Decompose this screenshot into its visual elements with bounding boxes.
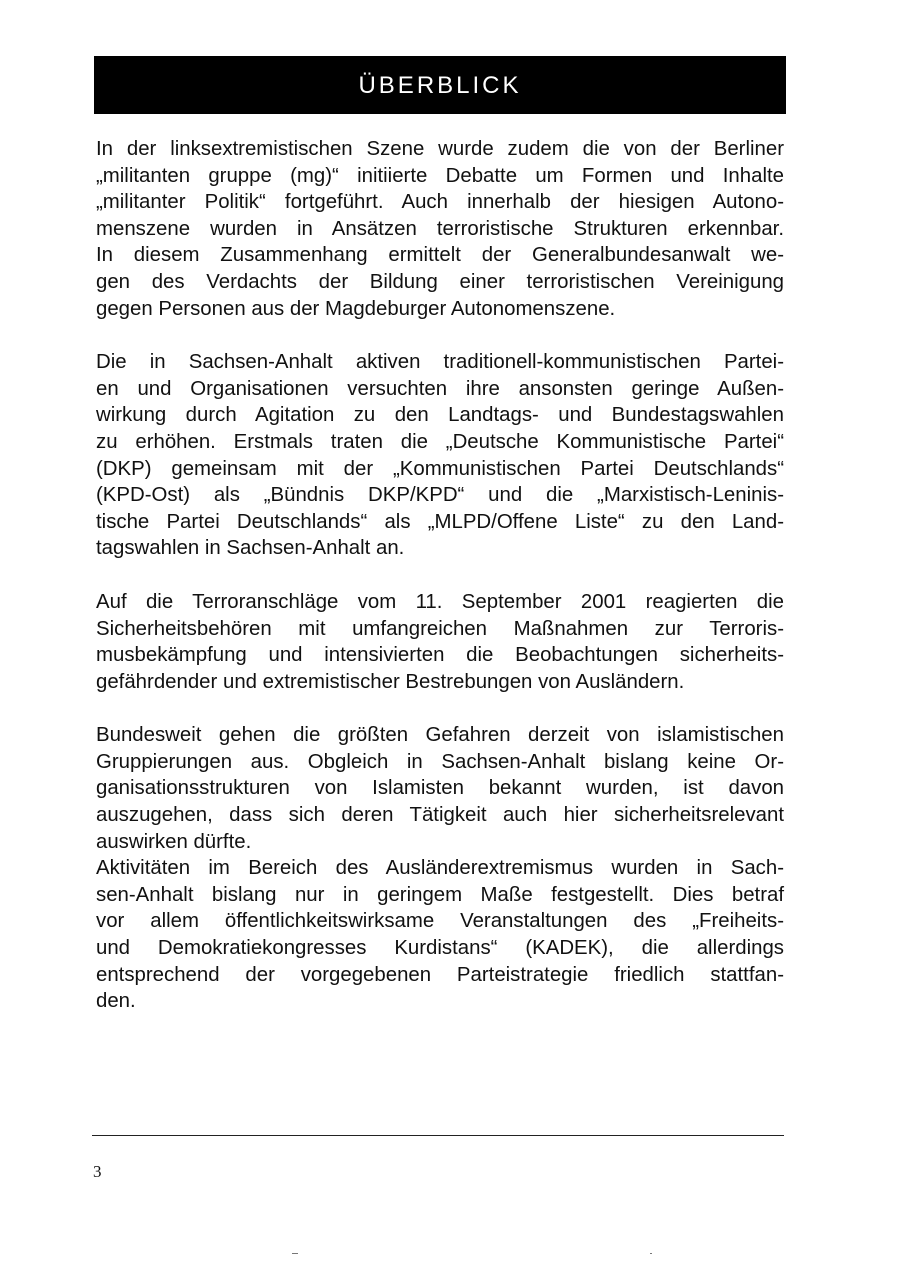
- text-line: (DKP) gemeinsam mit der „Kommunistischen Partei Deutschlands“: [96, 457, 784, 480]
- section-header-bar: [94, 56, 786, 114]
- page-number: 3: [93, 1162, 102, 1181]
- text-line: Gruppierungen aus. Obgleich in Sachsen-Anhalt bislang keine Or-: [96, 750, 784, 773]
- text-line: gefährdender und extremistischer Bestrebungen von Ausländern.: [96, 670, 685, 693]
- text-line: sen-Anhalt bislang nur in geringem Maße festgestellt. Dies betraf: [96, 883, 784, 906]
- text-line: Aktivitäten im Bereich des Ausländerextremismus wurden in Sach-: [96, 857, 784, 880]
- text-line: zu erhöhen. Erstmals traten die „Deutsche Kommunistische Partei“: [96, 430, 784, 453]
- text-line: Sicherheitsbehören mit umfangreichen Maßnahmen zur Terroris-: [96, 617, 784, 640]
- section-title: ÜBERBLICK: [358, 72, 522, 99]
- text-line: auszugehen, dass sich deren Tätigkeit auch hier sicherheitsrelevant: [96, 804, 784, 827]
- paragraph-left-extremism: [96, 136, 784, 322]
- paragraph-gap: [96, 322, 784, 349]
- text-line: Bundesweit gehen die größten Gefahren derzeit von islamistischen: [96, 724, 784, 747]
- text-line: ganisationsstrukturen von Islamisten bekannt wurden, ist davon: [96, 777, 784, 800]
- text-line: en und Organisationen versuchten ihre ansonsten geringe Außen-: [96, 377, 784, 400]
- paragraph-islamism: [96, 722, 784, 855]
- text-line: den.: [96, 990, 136, 1013]
- text-line: In der linksextremistischen Szene wurde zudem die von der Berliner: [96, 138, 784, 160]
- scan-artifact: [650, 1253, 652, 1254]
- text-line: gen des Verdachts der Bildung einer terroristischen Vereinigung: [96, 270, 784, 293]
- text-line: entsprechend der vorgegebenen Parteistrategie friedlich stattfan-: [96, 963, 784, 986]
- text-line: „militanter Politik“ fortgeführt. Auch innerhalb der hiesigen Autono-: [96, 191, 784, 214]
- text-line: gegen Personen aus der Magdeburger Autonomenszene.: [96, 297, 616, 320]
- text-line: wirkung durch Agitation zu den Landtags- und Bundestagswahlen: [96, 404, 784, 427]
- text-line: Auf die Terroranschläge vom 11. September 2001 reagierten die: [96, 590, 784, 613]
- footer-divider: [92, 1135, 784, 1136]
- scan-artifact: [292, 1253, 298, 1254]
- paragraph-foreign-extremism: [96, 855, 784, 1015]
- text-line: tagswahlen in Sachsen-Anhalt an.: [96, 537, 405, 560]
- text-line: und Demokratiekongresses Kurdistans“ (KADEK), die allerdings: [96, 937, 784, 960]
- body-text: [96, 136, 784, 1015]
- text-line: tische Partei Deutschlands“ als „MLPD/Offene Liste“ zu den Land-: [96, 510, 784, 533]
- paragraph-september-11: [96, 589, 784, 695]
- text-line: „militanten gruppe (mg)“ initiierte Debatte um Formen und Inhalte: [96, 164, 784, 187]
- text-line: In diesem Zusammenhang ermittelt der Generalbundesanwalt we-: [96, 244, 784, 267]
- text-line: auswirken dürfte.: [96, 830, 252, 853]
- paragraph-gap: [96, 695, 784, 722]
- text-line: musbekämpfung und intensivierten die Beobachtungen sicherheits-: [96, 644, 784, 667]
- text-line: menszene wurden in Ansätzen terroristische Strukturen erkennbar.: [96, 217, 784, 240]
- text-line: (KPD-Ost) als „Bündnis DKP/KPD“ und die „Marxistisch-Leninis-: [96, 484, 784, 507]
- paragraph-communist-parties: [96, 349, 784, 562]
- text-line: Die in Sachsen-Anhalt aktiven traditionell-kommunistischen Partei-: [96, 351, 784, 374]
- text-line: vor allem öffentlichkeitswirksame Veranstaltungen des „Freiheits-: [96, 910, 784, 933]
- paragraph-gap: [96, 562, 784, 589]
